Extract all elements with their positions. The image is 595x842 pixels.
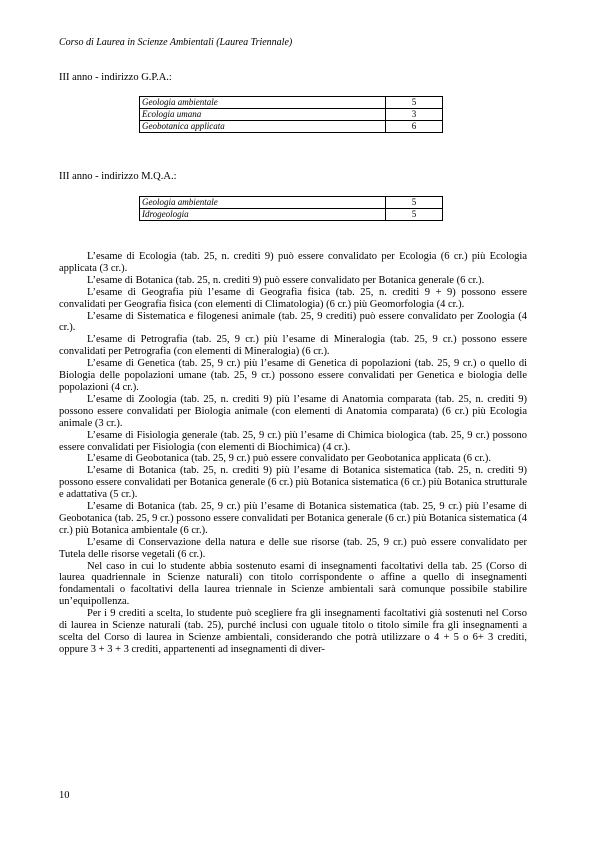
- paragraph: L’esame di Sistematica e filogenesi animale (tab. 25, 9 crediti) può essere convalidato per Zoologia (4 cr.).: [59, 310, 527, 334]
- paragraph: L’esame di Botanica (tab. 25, n. crediti 9) può essere convalidato per Botanica generale (6 cr.).: [87, 274, 485, 286]
- paragraph: L’esame di Petrografia (tab. 25, 9 cr.) più l’esame di Mineralogia (tab. 25, 9 cr.) possono essere convalidati per Petrografia (con elementi di Mineralogia) (6 cr.).: [59, 334, 527, 358]
- table-row: [140, 121, 443, 133]
- course-table-gpa: [139, 96, 443, 133]
- paragraph: L’esame di Fisiologia generale (tab. 25, 9 cr.) più l’esame di Chimica biologica (tab. 25, 9 cr.) possono essere convalidati per Fisiologia (con elementi di Biochimica) (4 cr.).: [59, 429, 527, 453]
- paragraph: Per i 9 crediti a scelta, lo studente può scegliere fra gli insegnamenti facoltativi già sostenuti nel Corso di laurea in Scienze naturali (tab. 25), purché inclusi con uguale titolo o titolo simile fra gli insegnamenti a scelta del Corso di laurea in Scienze ambientali, considerando che potrà utilizzare o 4 + 5 o 6+ 3 crediti, oppure 3 + 3 + 3 crediti, appartenenti ad insegnamenti di diver-: [59, 608, 527, 655]
- course-name: Geobotanica applicata: [140, 121, 386, 133]
- section-heading-mqa: III anno - indirizzo M.Q.A.:: [59, 171, 177, 182]
- paragraph: L’esame di Geografia più l’esame di Geografia fisica (tab. 25, n. crediti 9 + 9) possono essere convalidati per Geografia fisica (con elementi di Climatologia) (6 cr.) più Geomorfologia (4 cr.).: [59, 286, 527, 310]
- course-credits: 5: [386, 209, 443, 221]
- course-credits: 5: [386, 197, 443, 209]
- section-heading-gpa: III anno - indirizzo G.P.A.:: [59, 72, 172, 83]
- paragraph: L’esame di Conservazione della natura e delle sue risorse (tab. 25, 9 cr.) può essere convalidato per Tutela delle risorse vegetali (6 cr.).: [59, 536, 527, 560]
- running-header: Corso di Laurea in Scienze Ambientali (Laurea Triennale): [59, 37, 293, 48]
- course-table-mqa: [139, 196, 443, 221]
- table-row: [140, 197, 443, 209]
- paragraph: L’esame di Botanica (tab. 25, n. crediti 9) più l’esame di Botanica sistematica (tab. 25, n. crediti 9) possono essere convalidati per Botanica generale (6 cr.) più Botanica sistematica (6 cr.) più Botanica strutturale e adattativa (5 cr.).: [59, 465, 527, 501]
- paragraph: Nel caso in cui lo studente abbia sostenuto esami di insegnamenti facoltativi della tab. 25 (Corso di laurea quadriennale in Scienze naturali) con titolo corrispondente o affine a quello di insegnamenti fondamentali o facoltativi della laurea triennale in Scienze ambientali sarà comunque possibile stabilire un’equipollenza.: [59, 560, 527, 608]
- course-name: Idrogeologia: [140, 209, 386, 221]
- course-name: Geologia ambientale: [140, 97, 386, 109]
- table-row: [140, 97, 443, 109]
- table-row: [140, 209, 443, 221]
- paragraph: L’esame di Geobotanica (tab. 25, 9 cr.) può essere convalidato per Geobotanica applicata (6 cr.).: [87, 453, 491, 465]
- paragraph: L’esame di Ecologia (tab. 25, n. crediti 9) può essere convalidato per Ecologia (6 cr.) più Ecologia applicata (3 cr.).: [59, 251, 527, 274]
- body-text: [59, 251, 527, 656]
- course-credits: 5: [386, 97, 443, 109]
- course-name: Geologia ambientale: [140, 197, 386, 209]
- course-credits: 3: [386, 109, 443, 121]
- paragraph: L’esame di Genetica (tab. 25, 9 cr.) più l’esame di Genetica di popolazioni (tab. 25, 9 cr.) o quello di Biologia delle popolazioni umane (tab. 25, 9 cr.) possono essere convalidati per Genetica e biologia delle popolazioni (4 cr.).: [59, 358, 527, 393]
- course-name: Ecologia umana: [140, 109, 386, 121]
- paragraph: L’esame di Zoologia (tab. 25, n. crediti 9) più l’esame di Anatomia comparata (tab. 25, n. crediti 9) possono essere convalidati per Biologia animale (con elementi di Anatomia comparata) (6 cr.) più Ecologia animale (3 cr.).: [59, 393, 527, 429]
- table-row: [140, 109, 443, 121]
- course-credits: 6: [386, 121, 443, 133]
- paragraph: L’esame di Botanica (tab. 25, 9 cr.) più l’esame di Botanica sistematica (tab. 25, 9 cr.) più l’esame di Geobotanica (tab. 25, 9 cr.) possono essere convalidati per Botanica generale (6 cr.) più Botanica sistematica (4 cr.) più Botanica ambientale (6 cr.).: [59, 501, 527, 536]
- page-number: 10: [59, 790, 70, 801]
